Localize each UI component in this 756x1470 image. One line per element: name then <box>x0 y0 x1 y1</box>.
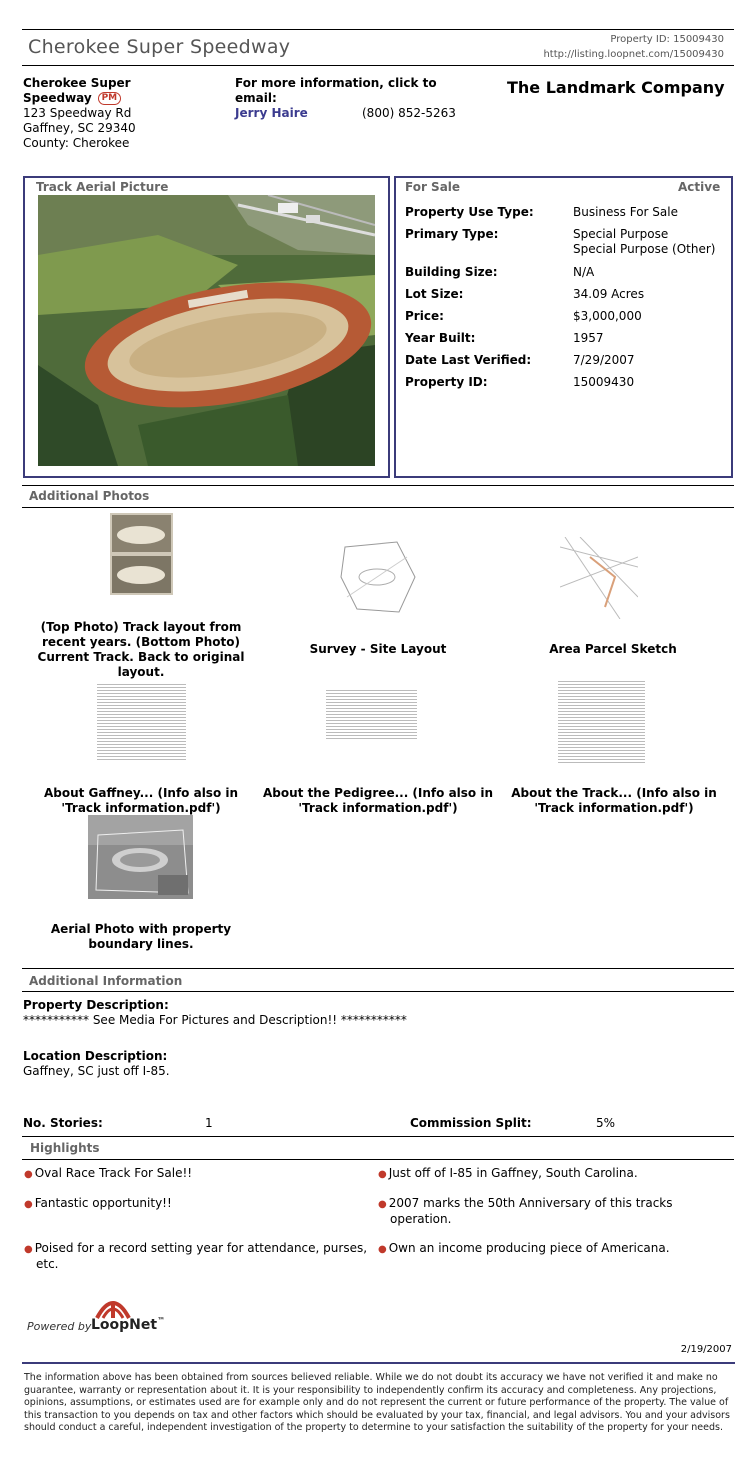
section-rule <box>22 1159 734 1160</box>
document-thumbnail[interactable] <box>558 680 645 764</box>
photo-thumbnail[interactable] <box>337 537 417 617</box>
fact-key: Property Use Type: <box>405 205 534 219</box>
address-block <box>23 76 136 151</box>
top-rule <box>22 29 734 30</box>
location-description-label: Location Description: <box>23 1049 168 1063</box>
fact-row <box>405 205 715 227</box>
fact-key: Date Last Verified: <box>405 353 532 367</box>
fact-value-secondary: Special Purpose (Other) <box>573 242 716 256</box>
highlight-item: ● Just off of I-85 in Gaffney, South Carolina. <box>378 1166 638 1180</box>
bullet-icon: ● <box>24 1169 33 1180</box>
fact-value: 1957 <box>573 331 604 345</box>
header-rule <box>22 65 734 66</box>
fact-row <box>405 309 715 331</box>
fact-row <box>405 375 715 397</box>
highlights-heading: Highlights <box>30 1141 100 1155</box>
property-description-label: Property Description: <box>23 998 169 1012</box>
bullet-icon: ● <box>378 1244 387 1255</box>
fact-row <box>405 353 715 375</box>
fact-row <box>405 331 715 353</box>
commission-label: Commission Split: <box>410 1116 532 1130</box>
loopnet-brand[interactable]: LoopNet™ <box>91 1316 166 1333</box>
fact-key: Lot Size: <box>405 287 464 301</box>
agent-email-link[interactable]: Jerry Haire <box>235 106 308 120</box>
highlight-item: ● Poised for a record setting year for attendance, purses, etc. <box>24 1241 368 1271</box>
track-picture-heading: Track Aerial Picture <box>36 180 169 194</box>
highlight-item: ● Oval Race Track For Sale!! <box>24 1166 193 1180</box>
fact-value: Special Purpose <box>573 227 669 241</box>
fact-row <box>405 265 715 287</box>
stories-label: No. Stories: <box>23 1116 103 1130</box>
contact-prompt <box>235 76 437 106</box>
powered-by-label: Powered by <box>27 1320 92 1333</box>
photo-caption: About the Track... (Info also in 'Track information.pdf') <box>511 786 717 815</box>
photo-caption: Aerial Photo with property boundary lines. <box>50 922 232 951</box>
fact-key: Building Size: <box>405 265 498 279</box>
section-rule <box>22 507 734 508</box>
fact-row <box>405 227 715 265</box>
photo-thumbnail[interactable] <box>110 513 173 595</box>
contact-prompt-line2: email: <box>235 91 277 105</box>
photo-caption: About Gaffney... (Info also in 'Track information.pdf') <box>43 786 239 815</box>
bullet-icon: ● <box>378 1169 387 1180</box>
street: 123 Speedway Rd <box>23 106 132 120</box>
company-name: The Landmark Company <box>507 78 725 97</box>
pm-badge-icon: PM <box>98 92 122 105</box>
highlight-item: ● 2007 marks the 50th Anniversary of this tracks operation. <box>378 1196 673 1226</box>
footer-date: 2/19/2007 <box>680 1344 732 1355</box>
status-badge: Active <box>678 180 721 194</box>
section-rule <box>22 968 734 969</box>
document-thumbnail[interactable] <box>97 683 186 761</box>
county: County: Cherokee <box>23 136 130 150</box>
property-description: *********** See Media For Pictures and Description!! *********** <box>23 1013 407 1027</box>
additional-photos-heading: Additional Photos <box>29 489 150 503</box>
track-aerial-photo[interactable] <box>38 195 375 466</box>
property-name-line1: Cherokee Super <box>23 76 131 90</box>
fact-row <box>405 287 715 309</box>
property-facts-table <box>405 205 715 397</box>
property-id-label: Property ID: 15009430 <box>610 34 724 45</box>
photo-thumbnail[interactable] <box>88 815 193 899</box>
stories-value: 1 <box>205 1116 213 1130</box>
agent-phone: (800) 852-5263 <box>362 106 456 120</box>
fact-value: Business For Sale <box>573 205 678 219</box>
fact-key: Primary Type: <box>405 227 499 241</box>
fact-key: Property ID: <box>405 375 488 389</box>
location-description: Gaffney, SC just off I-85. <box>23 1064 170 1078</box>
page-title: Cherokee Super Speedway <box>28 36 291 58</box>
fact-value: 7/29/2007 <box>573 353 635 367</box>
highlight-item: ● Fantastic opportunity!! <box>24 1196 172 1210</box>
footer-rule <box>22 1362 735 1364</box>
commission-value: 5% <box>596 1116 616 1130</box>
fact-value: 15009430 <box>573 375 635 389</box>
bullet-icon: ● <box>378 1199 387 1210</box>
disclaimer-text: The information above has been obtained from sources believed reliable. While we do not doubt its accuracy we have not verified it and make no guarantee, warranty or representation about it. It is your responsibility to independently confirm its accuracy and completeness. Any projections, opinions, assumptions, or estimates used are for example only and do not represent the current or future performance of the property. The value of this transaction to you depends on tax and other factors which should be evaluated by your tax, financial, and legal advisors. You and your advisors should conduct a careful, independent investigation of the property to determine to your satisfaction the suitability of the property for your needs. <box>24 1372 730 1434</box>
photo-caption: Area Parcel Sketch <box>549 642 677 656</box>
city-state: Gaffney, SC 29340 <box>23 121 136 135</box>
section-rule <box>22 485 734 486</box>
additional-info-heading: Additional Information <box>29 974 183 988</box>
photo-caption: About the Pedigree... (Info also in 'Track information.pdf') <box>262 786 493 815</box>
fact-value: 34.09 Acres <box>573 287 645 301</box>
section-rule <box>22 991 734 992</box>
fact-value: $3,000,000 <box>573 309 642 323</box>
document-thumbnail[interactable] <box>326 689 417 739</box>
fact-key: Price: <box>405 309 444 323</box>
photo-caption: Survey - Site Layout <box>309 642 447 656</box>
fact-value: N/A <box>573 265 595 279</box>
contact-prompt-line1: For more information, click to <box>235 76 437 90</box>
fact-key: Year Built: <box>405 331 476 345</box>
photo-thumbnail[interactable] <box>560 537 638 619</box>
photo-caption: (Top Photo) Track layout from recent years. (Bottom Photo) Current Track. Back to original layout. <box>37 620 245 679</box>
property-name-line2: Speedway <box>23 91 92 105</box>
highlight-item: ● Own an income producing piece of Americana. <box>378 1241 670 1255</box>
for-sale-heading: For Sale <box>405 180 461 194</box>
bullet-icon: ● <box>24 1199 33 1210</box>
section-rule <box>22 1136 734 1137</box>
bullet-icon: ● <box>24 1244 33 1255</box>
listing-url[interactable]: http://listing.loopnet.com/15009430 <box>543 49 724 60</box>
